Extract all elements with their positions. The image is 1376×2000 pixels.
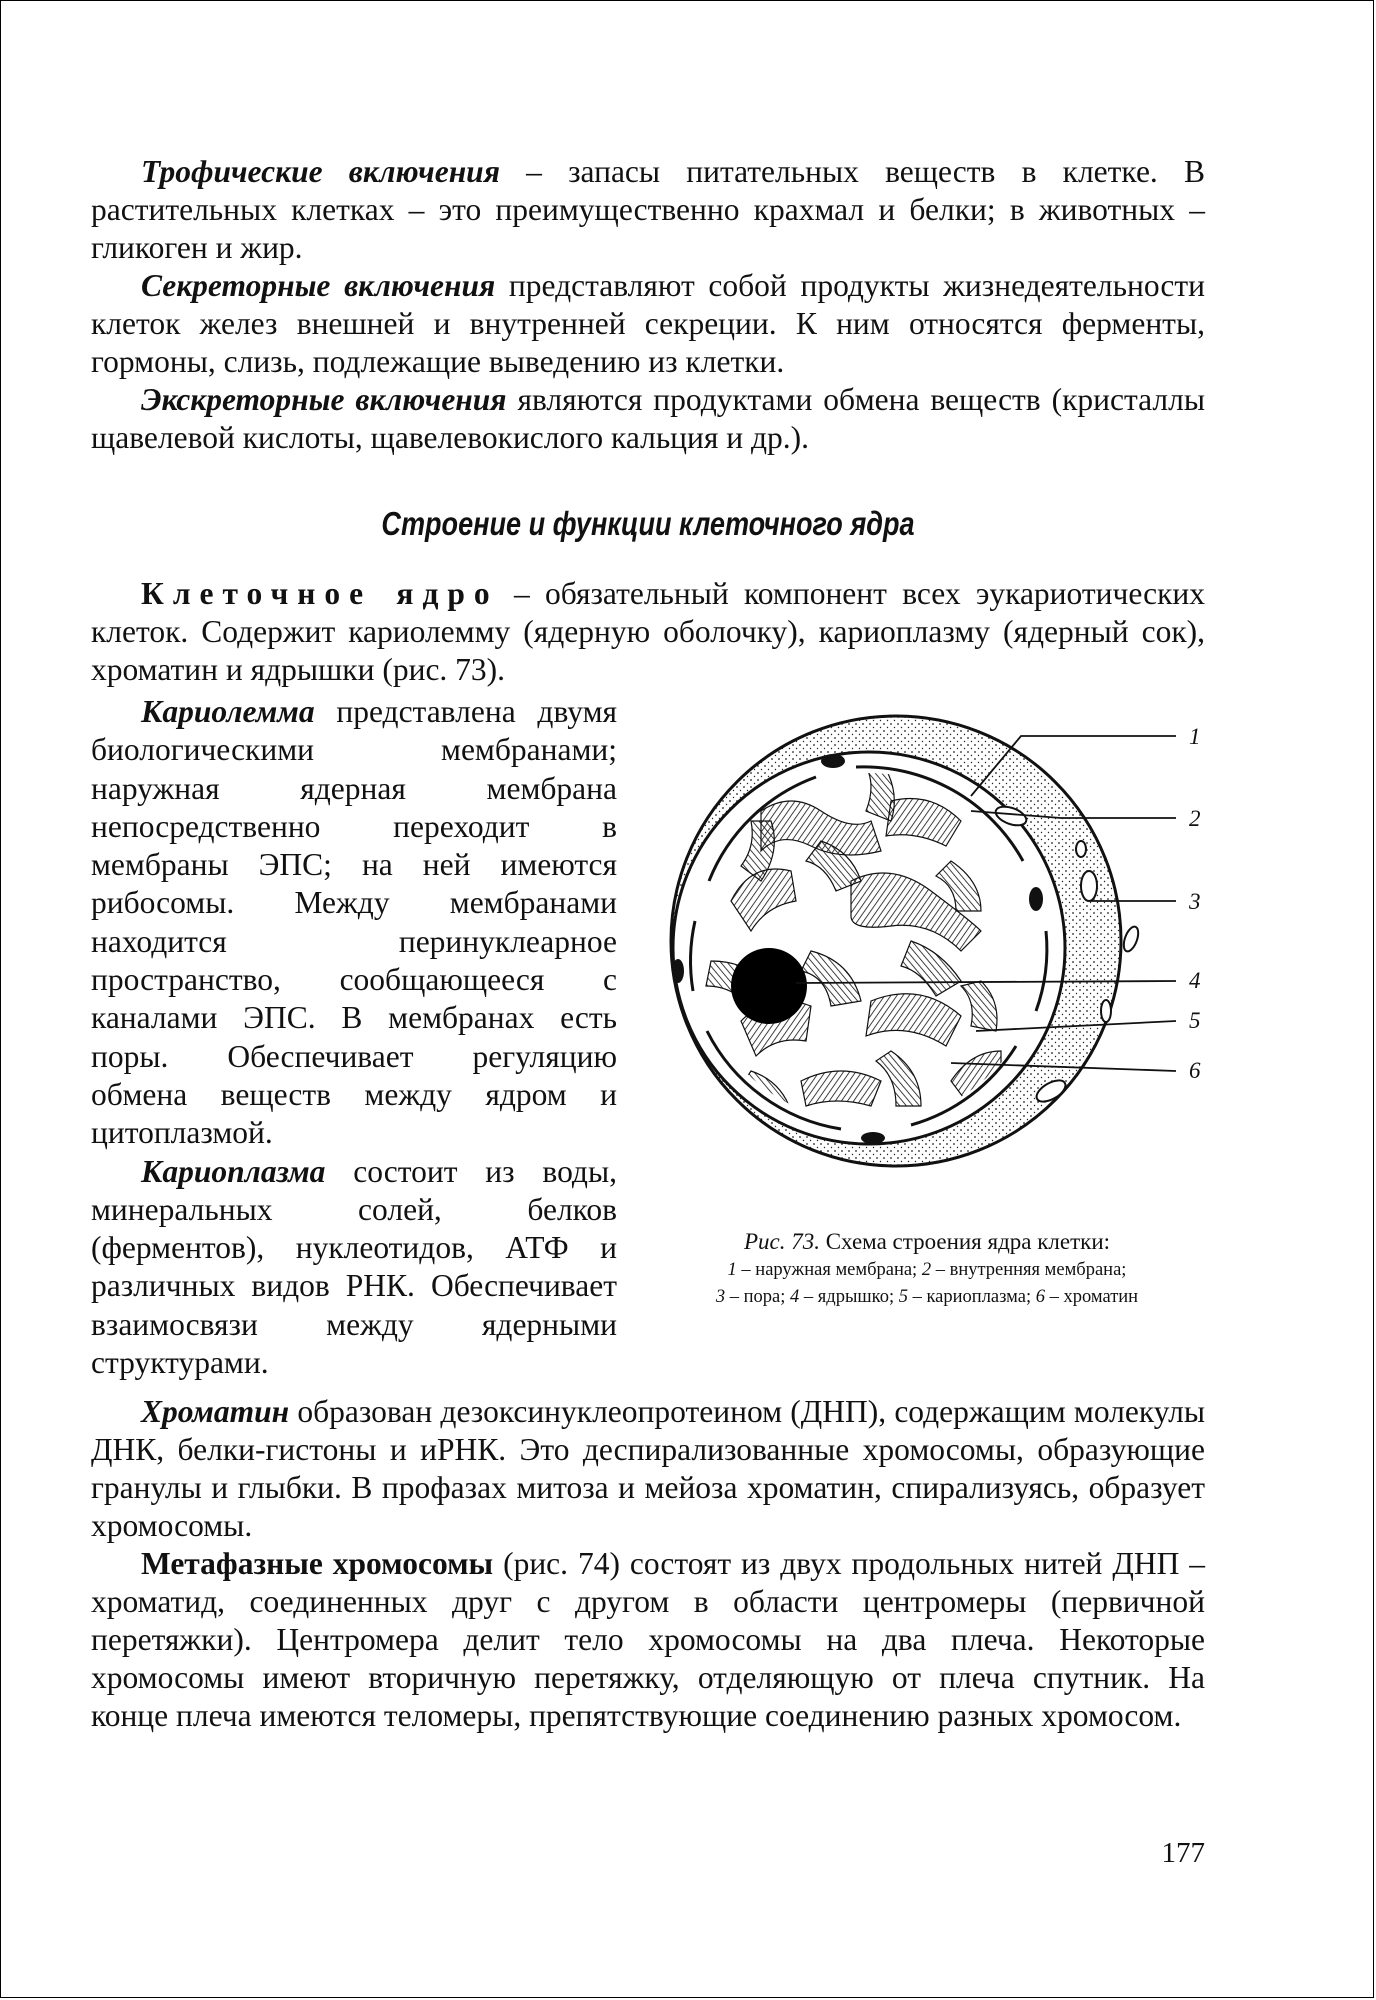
- paragraph-text: являются продуктами обмена веществ (кристаллы щавелевой кислоты, щавелевокислого кальция и др.).: [91, 382, 1205, 455]
- section-heading: Строение и функции клеточного ядра: [381, 505, 915, 542]
- paragraph-chromatin: [91, 1393, 1205, 1545]
- paragraph-text: (рис. 74) состоят из двух продольных нитей ДНП – хроматид, соединенных друг с другом в области центромеры (первичной перетяжки). Центромера делит тело хромосомы на два плеча. Некоторые хромосомы имеют вторичную перетяжку, отделяющую от плеча спутник. На конце плеча имеются теломеры, препятствующие соединению разных хромосом.: [91, 1546, 1205, 1733]
- term-nucleus: Клеточное ядро: [141, 576, 499, 611]
- paragraph-text: – запасы питательных веществ в клетке. В растительных клетках – это преимущественно крахмал и белки; в животных – гликоген и жир.: [91, 154, 1206, 265]
- term-secretory: Секреторные включения: [141, 268, 496, 303]
- caption-legend: [647, 1257, 1207, 1311]
- legend-text: – наружная мембрана;: [736, 1260, 922, 1280]
- legend-text: – хроматин: [1044, 1287, 1139, 1307]
- caption-title: [647, 1227, 1207, 1257]
- legend-num: 4: [790, 1287, 800, 1307]
- paragraph-text: представлена двумя биологическими мембранами; наружная ядерная мембрана непосредственно переходит в мембраны ЭПС; на ней имеются рибосомы. Между мембранами находится перинуклеарное пространство, сообщающееся с каналами ЭПС. В мембранах есть поры. Обеспечивает регуляцию обмена веществ между ядром и цитоплазмой.: [91, 694, 617, 1151]
- label-5: 5: [1189, 1008, 1201, 1033]
- label-3: 3: [1189, 889, 1201, 914]
- paragraph-text: – обязательный компонент всех эукариотических клеток. Содержит кариолемму (ядерную оболочку), кариоплазму (ядерный сок), хроматин и ядрышки (рис. 73).: [91, 576, 1205, 687]
- label-4: 4: [1189, 968, 1201, 993]
- paragraph-text: представляют собой продукты жизнедеятельности клеток желез внешней и внутренней секреции. К ним относятся ферменты, гормоны, слизь, подлежащие выведению из клетки.: [91, 268, 1205, 379]
- paragraph-metaphase-chromosomes: [91, 1545, 1205, 1735]
- legend-num: 1: [727, 1260, 737, 1280]
- legend-text: – ядрышко;: [799, 1287, 899, 1307]
- label-1: 1: [1189, 724, 1201, 749]
- figure-caption: [647, 1227, 1207, 1311]
- paragraph-karyoplasm: [91, 1153, 617, 1383]
- paragraph-trophic-inclusions: [91, 153, 1205, 267]
- nucleus-diagram: [651, 701, 1211, 1201]
- paragraph-cell-nucleus: [91, 575, 1205, 689]
- label-6: 6: [1189, 1058, 1201, 1083]
- legend-num: 5: [898, 1287, 908, 1307]
- nucleolus: [731, 948, 807, 1024]
- paragraph-text: состоит из воды, минеральных солей, белков (ферментов), нуклеотидов, АТФ и различных видов РНК. Обеспечивает взаимосвязи между ядерными структурами.: [91, 1153, 617, 1381]
- legend-text: – кариоплазма;: [907, 1287, 1036, 1307]
- legend-text: – внутренняя мембрана;: [931, 1260, 1127, 1280]
- left-column: [91, 693, 617, 1382]
- paragraph-excretory-inclusions: [91, 381, 1205, 457]
- paragraph-karyolemma: [91, 693, 617, 1153]
- legend-num: 6: [1035, 1287, 1045, 1307]
- legend-num: 3: [715, 1287, 726, 1307]
- page-number: 177: [1161, 1837, 1205, 1869]
- legend-text: – пора;: [725, 1287, 791, 1307]
- term-excretory: Экскреторные включения: [141, 382, 507, 417]
- term-chromatin: Хроматин: [141, 1394, 290, 1429]
- label-2: 2: [1189, 806, 1201, 831]
- legend-num: 2: [921, 1260, 932, 1280]
- caption-title-text: Схема строения ядра клетки:: [819, 1229, 1111, 1254]
- caption-prefix: Рис. 73.: [743, 1229, 820, 1254]
- term-metaphase: Метафазные хромосомы: [141, 1546, 494, 1581]
- paragraph-text: образован дезоксинуклеопротеином (ДНП), содержащим молекулы ДНК, белки-гистоны и иРНК. Это деспирализованные хромосомы, образующие гранулы и глыбки. В профазах митоза и мейоза хроматин, спирализуясь, образует хромосомы.: [91, 1394, 1205, 1543]
- term-trophic: Трофические включения: [141, 154, 500, 189]
- term-karyoplasm: Кариоплазма: [141, 1153, 326, 1189]
- term-karyolemma: Кариолемма: [141, 694, 315, 729]
- paragraph-secretory-inclusions: [91, 267, 1205, 381]
